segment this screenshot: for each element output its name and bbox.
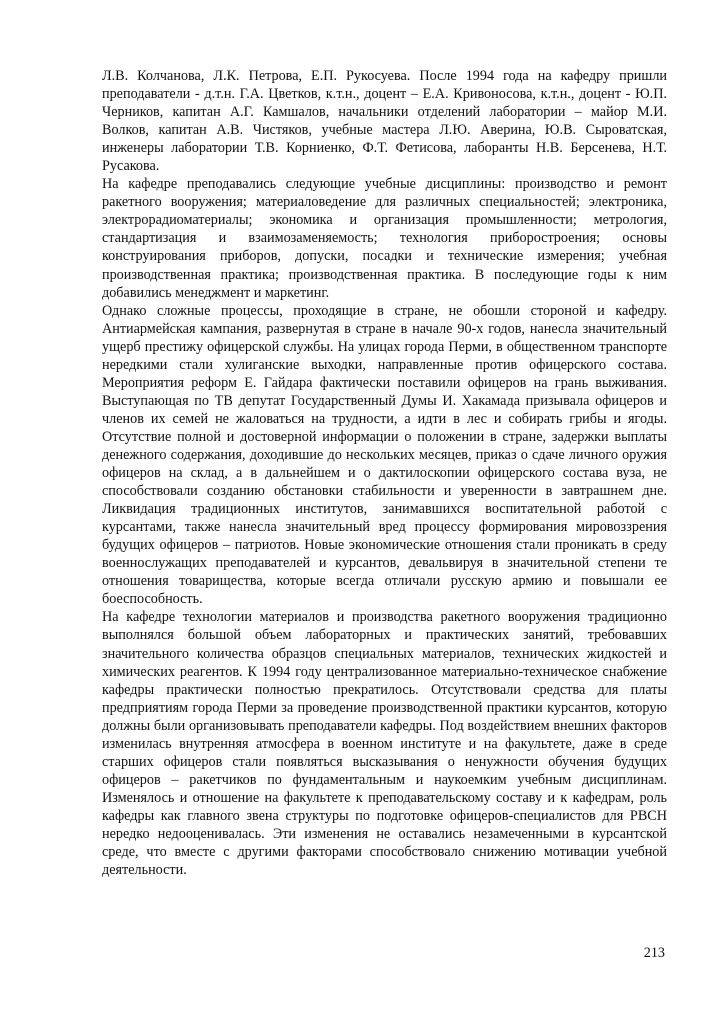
paragraph-difficulties: Однако сложные процессы, проходящие в стране, не обошли стороной и кафедру. Антиармейская кампания, развернутая в стране в начале 90-х годов, нанесла значительный ущерб престижу офицерской службы. На улицах города Перми, в общественном транспорте нередкими стали хулиганские выходки, направленные против офицерского состава. Мероприятия реформ Е. Гайдара фактически поставили офицеров на грань выживания. Выступающая по ТВ депутат Государственный Думы И. Хакамада призывала офицеров и членов их семей не жаловаться на трудности, а идти в лес и собирать грибы и ягоды. Отсутствие полной и достоверной информации о положении в стране, задержки выплаты денежного содержания, доходившие до нескольких месяцев, приказ о сдаче личного оружия офицеров на склад, а в дальнейшем и о дактилоскопии офицерского состава вуза, не способствовали созданию обстановки стабильности и уверенности в завтрашнем дне. Ликвидация традиционных институтов, занимавшихся воспитательной работой с курсантами, также нанесла значительный вред процессу формирования мировоззрения будущих офицеров – патриотов. Новые экономические отношения стали проникать в среду военнослужащих преподавателей и курсантов, девальвируя в значительной степени те отношения товарищества, которые всегда отличали русскую армию и повышали ее боеспособность.: [102, 302, 667, 608]
page-number: 213: [643, 945, 665, 961]
page-body: [102, 67, 667, 879]
paragraph-disciplines: На кафедре преподавались следующие учебные дисциплины: производство и ремонт ракетного вооружения; материаловедение для различных специальностей; электроника, электрорадиоматериалы; экономика и организация промышленности; метрология, стандартизация и взаимозаменяемость; технология приборостроения; основы конструирования приборов, допуски, посадки и технические измерения; учебная производственная практика; производственная практика. В последующие годы к ним добавились менеджмент и маркетинг.: [102, 176, 667, 301]
paragraph-department-changes: На кафедре технологии материалов и производства ракетного вооружения традиционно выполнялся большой объем лабораторных и практических занятий, требовавших значительного количества образцов специальных материалов, технических жидкостей и химических реагентов. К 1994 году централизованное материально-техническое снабжение кафедры практически полностью прекратилось. Отсутствовали средства для платы предприятиям города Перми за проведение производственной практики курсантов, которую должны были организовывать преподаватели кафедры. Под воздействием внешних факторов изменилась внутренняя атмосфера в военном институте и на факультете, даже в среде старших офицеров стали появляться высказывания о ненужности обучения будущих офицеров – ракетчиков по фундаментальным и наукоемким учебным дисциплинам. Изменялось и отношение на факультете к преподавательскому составу и к кафедрам, роль кафедры как главного звена структуры по подготовке офицеров-специалистов для РВСН нередко недооценивалась. Эти изменения не оставались незамеченными в курсантской среде, что вместе с другими факторами способствовало снижению мотивации учебной деятельности.: [102, 609, 667, 879]
paragraph-staff-list: Л.В. Колчанова, Л.К. Петрова, Е.П. Рукосуева. После 1994 года на кафедру пришли преподаватели - д.т.н. Г.А. Цветков, к.т.н., доцент – Е.А. Кривоносова, к.т.н., доцент - Ю.П. Черников, капитан А.Г. Камшалов, начальники отделений лаборатории – майор М.И. Волков, капитан А.В. Чистяков, учебные мастера Л.Ю. Аверина, Ю.В. Сыроватская, инженеры лаборатории Т.В. Корниенко, Ф.Т. Фетисова, лаборанты Н.В. Берсенева, Н.Т. Русакова.: [102, 68, 667, 175]
